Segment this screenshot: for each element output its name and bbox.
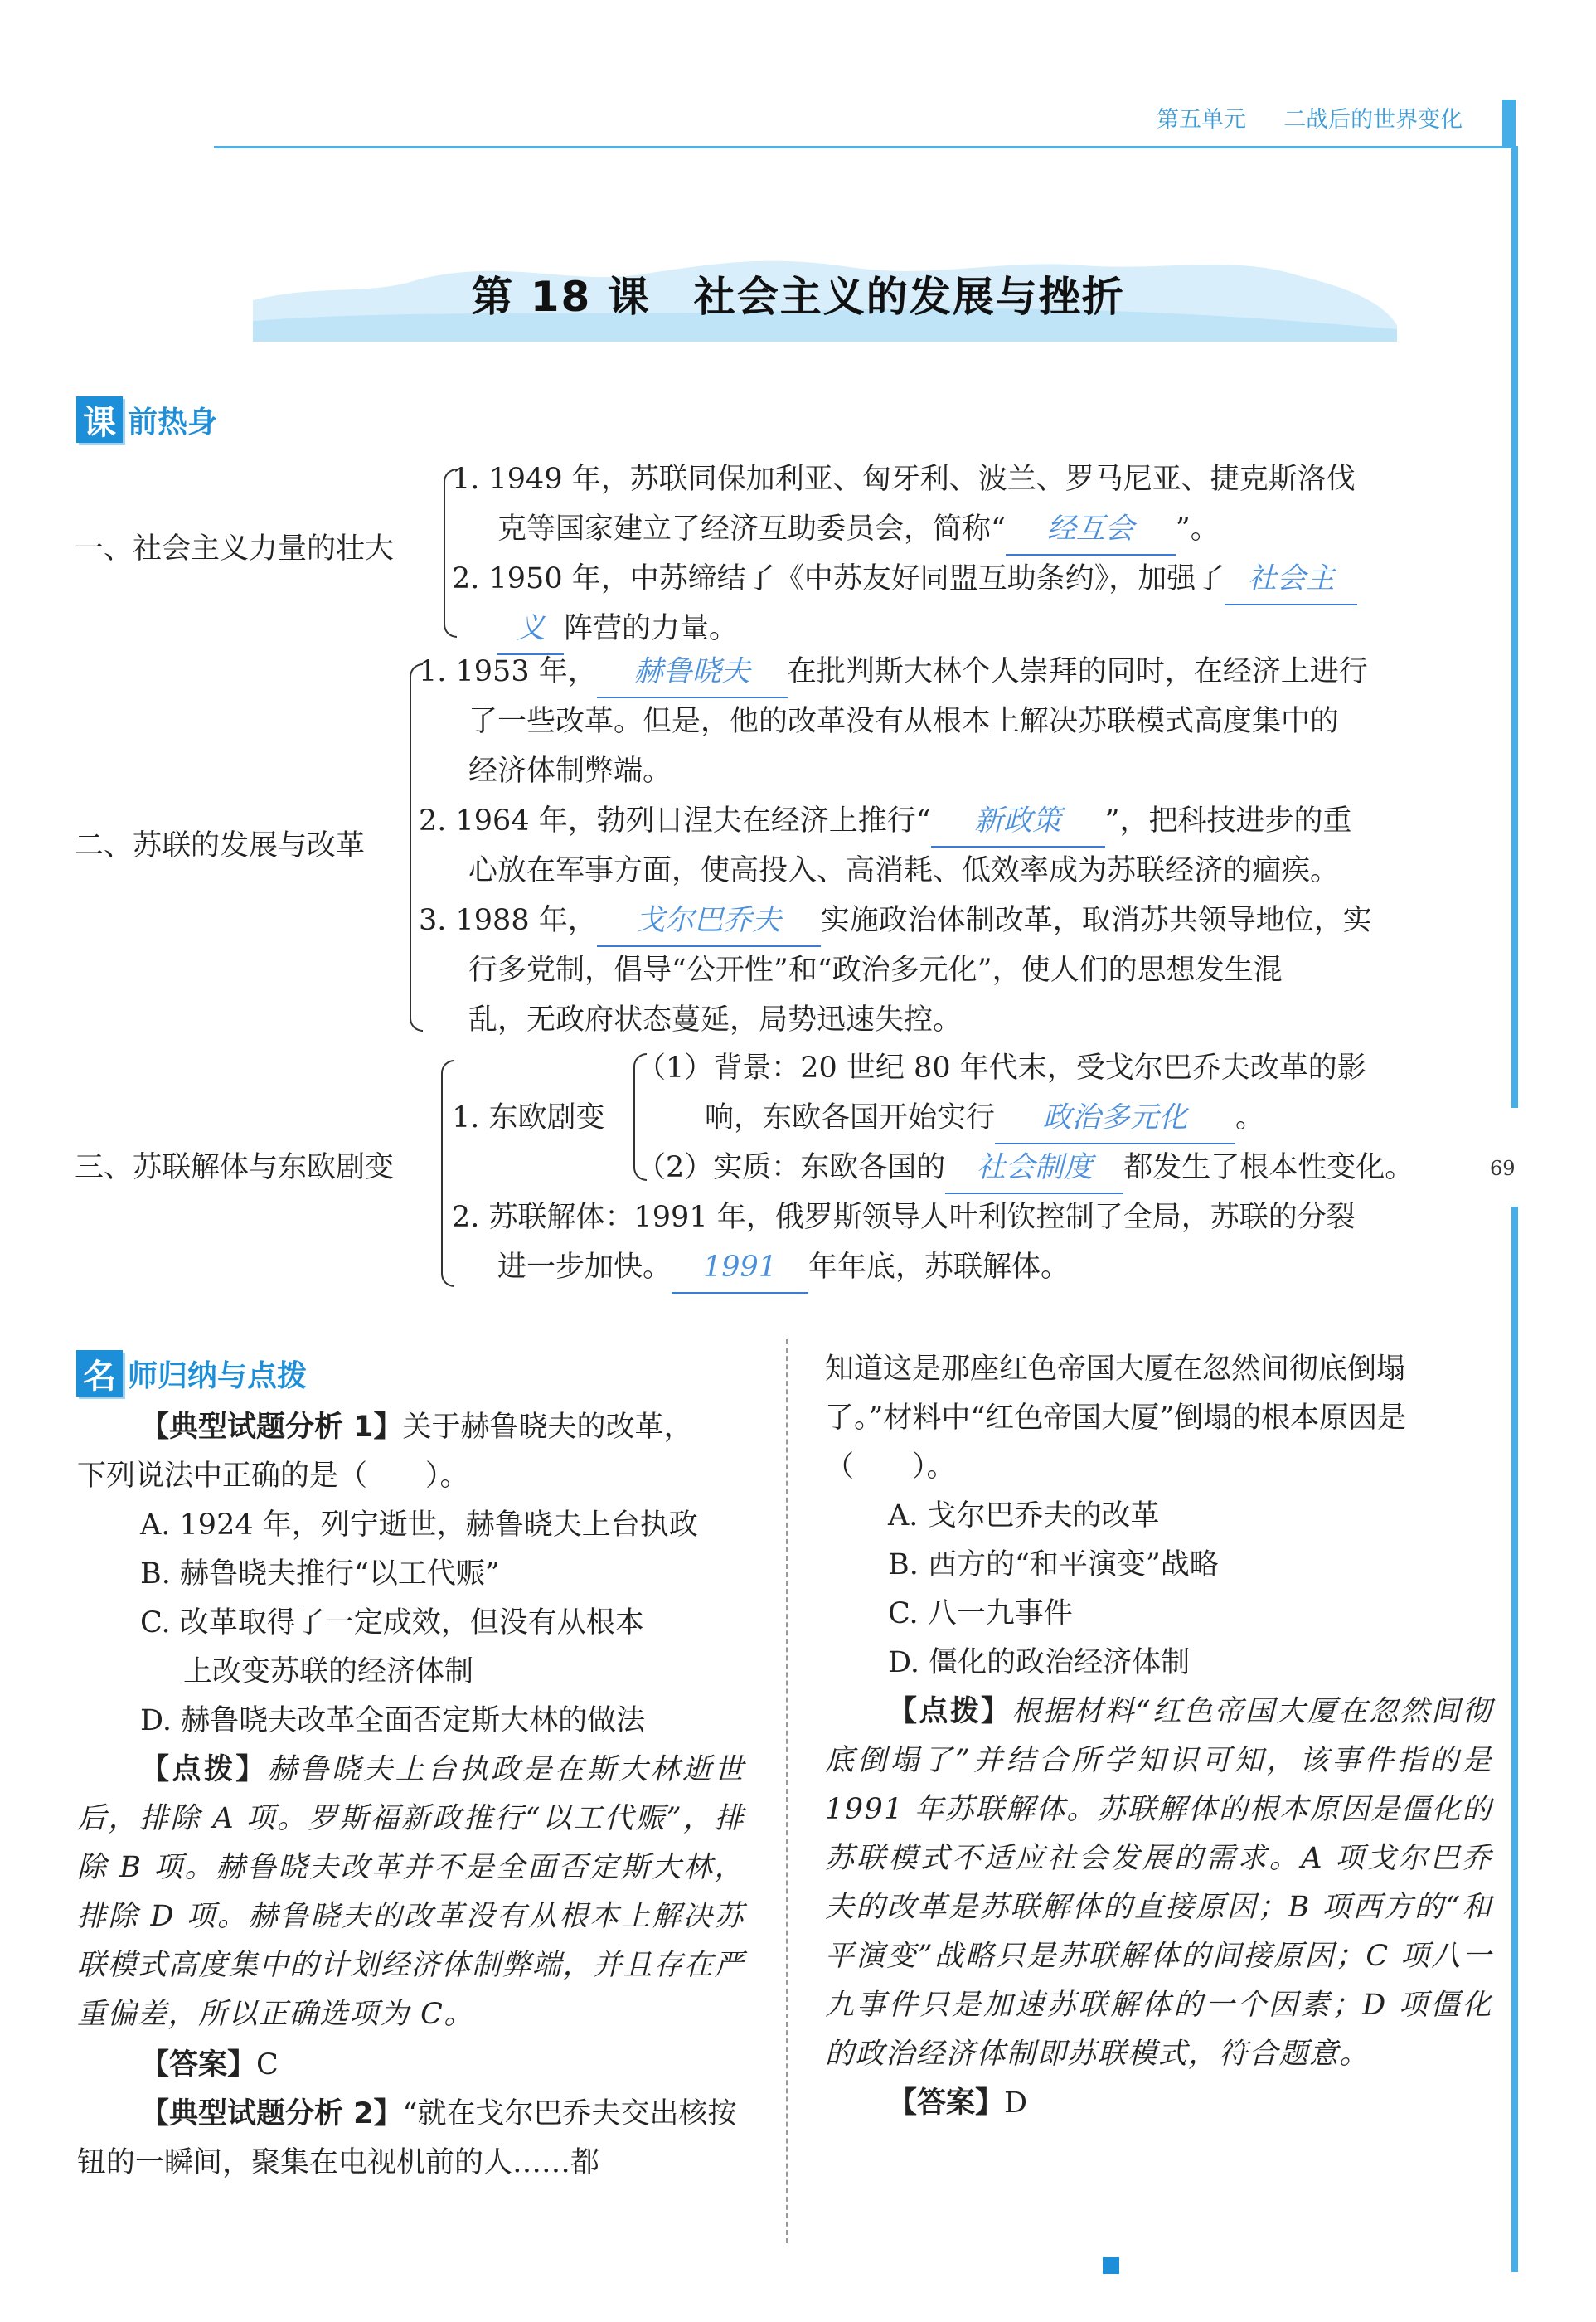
q2-tip-tag: 【点拨】 <box>888 1695 1012 1728</box>
outline-s3-essence <box>637 1143 1414 1194</box>
text-run: 进一步加快。 <box>497 1251 672 1284</box>
q1-tip-tag: 【点拨】 <box>140 1753 268 1786</box>
outline-s2-brace <box>410 663 423 1032</box>
outline-s2-item3-line2: 行多党制，倡导“公开性”和“政治多元化”，使人们的思想发生混 <box>468 954 1283 987</box>
q1-tag: 【典型试题分析 1】 <box>140 1411 403 1444</box>
q1-answer <box>77 2041 745 2090</box>
q1-option-c1: C. 改革取得了一定成效，但没有从根本 <box>140 1606 644 1639</box>
q1-option-d: D. 赫鲁晓夫改革全面否定斯大林的做法 <box>140 1704 646 1737</box>
q1-stem <box>77 1403 745 1452</box>
q2-option-b: B. 西方的“和平演变”战略 <box>888 1548 1219 1581</box>
answer-blank: 戈尔巴乔夫 <box>597 896 821 947</box>
answer-blank: 社会主 <box>1225 554 1357 605</box>
q2-option-d: D. 僵化的政治经济体制 <box>888 1646 1191 1679</box>
left-column <box>77 1403 745 2188</box>
q2-stem-a-text: “就在戈尔巴乔夫交出核按钮的一瞬间，聚集在电视机前的人……都 <box>77 2097 737 2179</box>
text-run: ”，把科技进步的重 <box>1104 804 1352 838</box>
header-unit <box>1157 101 1463 134</box>
outline-s3-sub1: 1. 东欧剧变 <box>452 1101 605 1134</box>
text-run: 克等国家建立了经济互助委员会，简称“ <box>497 512 1006 546</box>
text-run: （2）实质：东欧各国的 <box>637 1151 946 1184</box>
q2-tip-text: 根据材料“红色帝国大厦在忽然间彻底倒塌了”并结合所学知识可知，该事件指的是 1991 年苏联解体。苏联解体的根本原因是僵化的苏联模式不适应社会发展的需求。A 项戈尔巴乔夫的改革是苏联解体的直接原因；B 项西方的“和平演变”战略只是苏联解体的间接原因；C 项八一九事件只是加速苏联解体的一个因素；D 项僵化的政治经济体制即苏联模式，符合题意。 <box>825 1695 1492 2071</box>
outline-s3-item2-line1: 2. 苏联解体：1991 年，俄罗斯领导人叶利钦控制了全局，苏联的分裂 <box>452 1201 1356 1234</box>
header-unit-title: 二战后的世界变化 <box>1283 107 1463 133</box>
text-run: 。 <box>1235 1101 1265 1134</box>
q2-stem-a <box>77 2090 745 2188</box>
outline-s2-item3-line3: 乱，无政府状态蔓延，局势迅速失控。 <box>468 1003 963 1037</box>
section-warmup-heading <box>76 396 217 443</box>
q1-option-a: A. 1924 年，列宁逝世，赫鲁晓夫上台执政 <box>140 1508 698 1542</box>
answer-blank: 政治多元化 <box>995 1093 1235 1144</box>
text-run: 2. 1964 年，勃列日涅夫在经济上推行“ <box>419 804 931 838</box>
outline-s1-item1-line2 <box>497 504 1220 556</box>
header-rule <box>214 146 1511 148</box>
outline-s1-item2-line1 <box>452 554 1357 605</box>
right-column <box>825 1345 1492 2128</box>
outline-s2-label: 二、苏联的发展与改革 <box>75 829 366 862</box>
outline-s2-item1-line2: 了一些改革。但是，他的改革没有从根本上解决苏联模式高度集中的 <box>468 705 1340 738</box>
outline-s3-bg-line2 <box>705 1093 1264 1144</box>
text-run: 实施政治体制改革，取消苏共领导地位，实 <box>820 904 1372 937</box>
answer-blank: 新政策 <box>931 796 1105 848</box>
outline-s2-item1-line3: 经济体制弊端。 <box>468 755 672 788</box>
outline-s2-item3-line1 <box>419 896 1372 947</box>
answer-blank: 赫鲁晓夫 <box>597 647 788 698</box>
text-run: 3. 1988 年， <box>419 904 597 937</box>
answer-blank: 社会制度 <box>945 1143 1123 1194</box>
outline-s2-item1-line1 <box>419 647 1368 698</box>
q1-option-b: B. 赫鲁晓夫推行“以工代赈” <box>140 1557 500 1591</box>
section-teacher-heading <box>76 1350 307 1397</box>
outline-s1-item1-line1: 1. 1949 年，苏联同保加利亚、匈牙利、波兰、罗马尼亚、捷克斯洛伐 <box>452 463 1356 496</box>
q1-tip <box>77 1746 745 2039</box>
q1-answer-tag: 【答案】 <box>140 2048 257 2082</box>
outline-s3-bg-line1: （1）背景：20 世纪 80 年代末，受戈尔巴乔夫改革的影 <box>637 1052 1366 1085</box>
page-number: 69 <box>1490 1157 1516 1180</box>
text-run: 阵营的力量。 <box>564 612 739 645</box>
answer-blank: 义 <box>497 604 564 655</box>
footer-square <box>1103 2257 1119 2274</box>
section-warmup-badge: 课 <box>76 396 123 443</box>
outline-s2-item2-line2: 心放在军事方面，使高投入、高消耗、低效率成为苏联经济的痼疾。 <box>468 854 1340 887</box>
header-unit-number: 第五单元 <box>1157 107 1246 133</box>
q1-option-c2: 上改变苏联的经济体制 <box>183 1655 474 1688</box>
right-edge-bar-top <box>1502 100 1516 148</box>
q2-answer-tag: 【答案】 <box>888 2086 1005 2120</box>
answer-blank: 1991 <box>672 1242 808 1294</box>
section-teacher-badge: 名 <box>76 1350 123 1397</box>
q2-stem-b: 知道这是那座红色帝国大厦在忽然间彻底倒塌了。”材料中“红色帝国大厦”倒塌的根本原因是（ ）。 <box>825 1353 1407 1484</box>
column-divider <box>786 1339 788 2243</box>
q1-stem-a: 关于赫鲁晓夫的改革， <box>402 1411 693 1444</box>
q2-option-c: C. 八一九事件 <box>888 1597 1073 1630</box>
text-run: 响，东欧各国开始实行 <box>705 1101 996 1134</box>
section-warmup-title: 前热身 <box>128 405 218 440</box>
text-run: 1. 1953 年， <box>419 655 597 688</box>
q1-tip-text: 赫鲁晓夫上台执政是在斯大林逝世后，排除 A 项。罗斯福新政推行“以工代赈”，排除 B 项。赫鲁晓夫改革并不是全面否定斯大林，排除 D 项。赫鲁晓夫的改革没有从根本上解决苏联模式高度集中的计划经济体制弊端，并且存在严重偏差，所以正确选项为 C。 <box>77 1753 745 2031</box>
q2-answer <box>825 2079 1492 2128</box>
q2-tag: 【典型试题分析 2】 <box>140 2097 403 2130</box>
text-run: ”。 <box>1175 512 1220 546</box>
q2-answer-value: D <box>1004 2086 1028 2120</box>
text-run: 在批判斯大林个人崇拜的同时，在经济上进行 <box>787 655 1368 688</box>
q2-option-a: A. 戈尔巴乔夫的改革 <box>888 1499 1160 1533</box>
outline-s2-item2-line1 <box>419 796 1352 848</box>
right-edge-bar-lower <box>1511 1207 1518 2272</box>
outline-s3-label: 三、苏联解体与东欧剧变 <box>75 1151 395 1184</box>
q1-answer-value: C <box>256 2048 279 2082</box>
section-teacher-title: 师归纳与点拨 <box>128 1358 308 1393</box>
text-run: 2. 1950 年，中苏缔结了《中苏友好同盟互助条约》，加强了 <box>452 562 1225 595</box>
outline-s3-item2-line2 <box>497 1242 1070 1294</box>
q1-stem-b: 下列说法中正确的是（ ）。 <box>77 1460 469 1493</box>
text-run: 都发生了根本性变化。 <box>1123 1151 1414 1184</box>
outline-s1-label: 一、社会主义力量的壮大 <box>75 532 395 566</box>
lesson-title: 第 18 课 社会主义的发展与挫折 <box>471 273 1125 321</box>
q2-tip <box>825 1688 1492 2079</box>
text-run: 年年底，苏联解体。 <box>808 1251 1070 1284</box>
answer-blank: 经互会 <box>1006 504 1176 556</box>
